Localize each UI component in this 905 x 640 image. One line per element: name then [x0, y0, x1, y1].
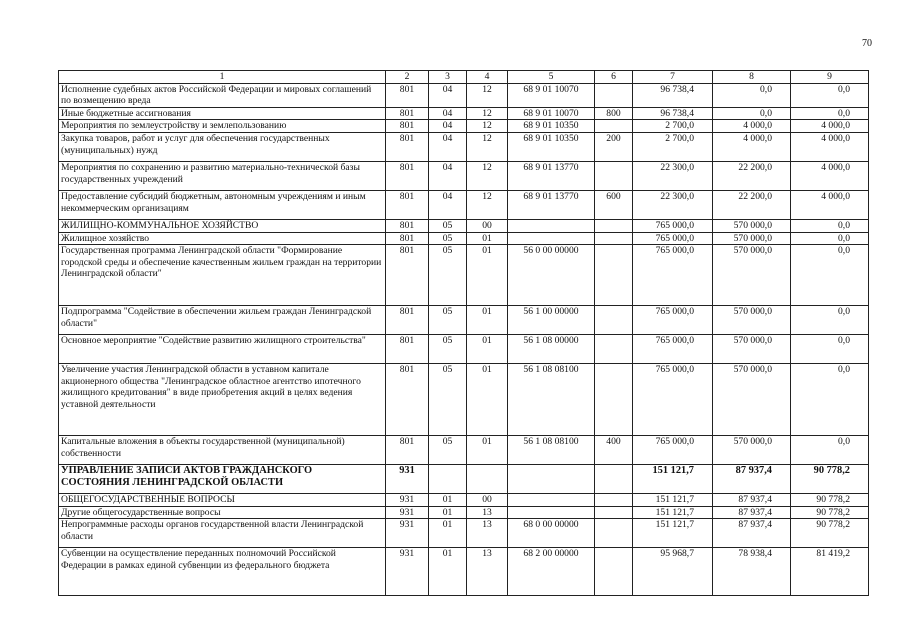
item-name-cell: Предоставление субсидий бюджетным, автономным учреждениям и иным некоммерческим организациям [59, 190, 386, 219]
header-cell: 3 [429, 71, 467, 84]
item-name-cell: ЖИЛИЩНО-КОММУНАЛЬНОЕ ХОЗЯЙСТВО [59, 219, 386, 232]
subsection-code-cell: 12 [467, 161, 508, 190]
target-article-code-cell [508, 465, 595, 494]
target-article-code-cell [508, 219, 595, 232]
admin-code-cell: 931 [386, 548, 429, 596]
amount-col7-cell: 96 738,4 [633, 107, 713, 120]
subsection-code-cell: 12 [467, 132, 508, 161]
amount-col7-cell: 765 000,0 [633, 245, 713, 306]
amount-col7-cell: 765 000,0 [633, 364, 713, 436]
expense-type-code-cell [595, 519, 633, 548]
amount-col9-cell: 0,0 [791, 306, 869, 335]
amount-col8-cell: 570 000,0 [713, 306, 791, 335]
subsection-code-cell: 13 [467, 548, 508, 596]
admin-code-cell: 931 [386, 519, 429, 548]
table-row [59, 306, 869, 335]
target-article-code-cell: 56 1 08 00000 [508, 335, 595, 364]
header-cell: 2 [386, 71, 429, 84]
table-row [59, 548, 869, 596]
subsection-code-cell: 13 [467, 506, 508, 519]
expense-type-code-cell [595, 465, 633, 494]
subsection-code-cell: 01 [467, 436, 508, 465]
amount-col9-cell: 0,0 [791, 436, 869, 465]
target-article-code-cell: 68 9 01 13770 [508, 190, 595, 219]
amount-col8-cell: 0,0 [713, 83, 791, 107]
expense-type-code-cell [595, 120, 633, 133]
item-name-cell: Субвенции на осуществление переданных полномочий Российской Федерации в рамках единой субвенции из федерального бюджета [59, 548, 386, 596]
subsection-code-cell: 00 [467, 219, 508, 232]
section-code-cell: 05 [429, 436, 467, 465]
table-row [59, 232, 869, 245]
subsection-code-cell: 01 [467, 364, 508, 436]
subsection-code-cell: 12 [467, 190, 508, 219]
section-code-cell: 04 [429, 132, 467, 161]
amount-col7-cell: 95 968,7 [633, 548, 713, 596]
header-cell: 6 [595, 71, 633, 84]
admin-code-cell: 801 [386, 190, 429, 219]
header-cell: 9 [791, 71, 869, 84]
amount-col9-cell: 0,0 [791, 245, 869, 306]
admin-code-cell: 801 [386, 83, 429, 107]
item-name-cell: Закупка товаров, работ и услуг для обеспечения государственных (муниципальных) нужд [59, 132, 386, 161]
target-article-code-cell: 68 9 01 10070 [508, 107, 595, 120]
amount-col7-cell: 151 121,7 [633, 494, 713, 507]
expense-type-code-cell [595, 506, 633, 519]
admin-code-cell: 801 [386, 306, 429, 335]
amount-col8-cell: 22 200,0 [713, 161, 791, 190]
section-code-cell: 05 [429, 232, 467, 245]
table-row [59, 219, 869, 232]
amount-col9-cell: 0,0 [791, 107, 869, 120]
table-row [59, 132, 869, 161]
item-name-cell: Мероприятия по землеустройству и землепользованию [59, 120, 386, 133]
target-article-code-cell: 68 9 01 10070 [508, 83, 595, 107]
expense-type-code-cell: 400 [595, 436, 633, 465]
section-code-cell: 05 [429, 335, 467, 364]
item-name-cell: Основное мероприятие "Содействие развитию жилищного строительства" [59, 335, 386, 364]
target-article-code-cell [508, 232, 595, 245]
item-name-cell: Непрограммные расходы органов государственной власти Ленинградской области [59, 519, 386, 548]
admin-code-cell: 931 [386, 506, 429, 519]
admin-code-cell: 801 [386, 120, 429, 133]
target-article-code-cell: 68 9 01 10350 [508, 132, 595, 161]
subsection-code-cell: 01 [467, 232, 508, 245]
target-article-code-cell [508, 494, 595, 507]
expense-type-code-cell [595, 335, 633, 364]
table-row [59, 436, 869, 465]
target-article-code-cell: 68 2 00 00000 [508, 548, 595, 596]
admin-code-cell: 801 [386, 364, 429, 436]
expense-type-code-cell [595, 232, 633, 245]
amount-col9-cell: 4 000,0 [791, 161, 869, 190]
item-name-cell: Подпрограмма "Содействие в обеспечении жильем граждан Ленинградской области" [59, 306, 386, 335]
admin-code-cell: 801 [386, 232, 429, 245]
table-body [59, 71, 869, 596]
target-article-code-cell: 68 9 01 13770 [508, 161, 595, 190]
target-article-code-cell: 56 1 08 08100 [508, 364, 595, 436]
table-row [59, 83, 869, 107]
amount-col9-cell: 90 778,2 [791, 494, 869, 507]
amount-col8-cell: 22 200,0 [713, 190, 791, 219]
amount-col7-cell: 2 700,0 [633, 120, 713, 133]
item-name-cell: Государственная программа Ленинградской области "Формирование городской среды и обеспечение качественным жильем граждан на территории Ленинградской области" [59, 245, 386, 306]
subsection-code-cell: 01 [467, 245, 508, 306]
amount-col9-cell: 0,0 [791, 364, 869, 436]
subsection-code-cell: 12 [467, 120, 508, 133]
admin-code-cell: 801 [386, 107, 429, 120]
section-code-cell: 01 [429, 494, 467, 507]
admin-code-cell: 801 [386, 219, 429, 232]
table-row [59, 364, 869, 436]
expense-type-code-cell [595, 494, 633, 507]
header-cell: 5 [508, 71, 595, 84]
amount-col9-cell: 4 000,0 [791, 190, 869, 219]
section-code-cell: 01 [429, 519, 467, 548]
header-cell: 4 [467, 71, 508, 84]
expense-type-code-cell [595, 364, 633, 436]
section-code-cell: 05 [429, 219, 467, 232]
subsection-code-cell: 12 [467, 107, 508, 120]
expense-type-code-cell: 600 [595, 190, 633, 219]
item-name-cell: Мероприятия по сохранению и развитию материально-технической базы государственных учреждений [59, 161, 386, 190]
subsection-code-cell: 01 [467, 335, 508, 364]
section-code-cell: 04 [429, 161, 467, 190]
subsection-code-cell [467, 465, 508, 494]
amount-col8-cell: 87 937,4 [713, 519, 791, 548]
amount-col7-cell: 151 121,7 [633, 465, 713, 494]
admin-code-cell: 931 [386, 465, 429, 494]
subsection-code-cell: 12 [467, 83, 508, 107]
section-code-cell: 04 [429, 107, 467, 120]
item-name-cell: Жилищное хозяйство [59, 232, 386, 245]
amount-col7-cell: 96 738,4 [633, 83, 713, 107]
target-article-code-cell: 68 9 01 10350 [508, 120, 595, 133]
table-row [59, 107, 869, 120]
amount-col9-cell: 90 778,2 [791, 465, 869, 494]
amount-col9-cell: 90 778,2 [791, 506, 869, 519]
amount-col8-cell: 4 000,0 [713, 132, 791, 161]
table-row [59, 190, 869, 219]
item-name-cell: Капитальные вложения в объекты государственной (муниципальной) собственности [59, 436, 386, 465]
amount-col9-cell: 0,0 [791, 232, 869, 245]
table-row [59, 494, 869, 507]
expense-type-code-cell: 200 [595, 132, 633, 161]
amount-col7-cell: 765 000,0 [633, 436, 713, 465]
expense-type-code-cell [595, 306, 633, 335]
amount-col7-cell: 765 000,0 [633, 306, 713, 335]
subsection-code-cell: 13 [467, 519, 508, 548]
amount-col8-cell: 0,0 [713, 107, 791, 120]
amount-col8-cell: 87 937,4 [713, 494, 791, 507]
admin-code-cell: 801 [386, 132, 429, 161]
amount-col7-cell: 151 121,7 [633, 506, 713, 519]
admin-code-cell: 931 [386, 494, 429, 507]
budget-table [58, 70, 869, 596]
amount-col7-cell: 2 700,0 [633, 132, 713, 161]
admin-code-cell: 801 [386, 436, 429, 465]
item-name-cell: Иные бюджетные ассигнования [59, 107, 386, 120]
amount-col9-cell: 0,0 [791, 335, 869, 364]
amount-col8-cell: 570 000,0 [713, 364, 791, 436]
admin-code-cell: 801 [386, 335, 429, 364]
amount-col9-cell: 81 419,2 [791, 548, 869, 596]
amount-col8-cell: 570 000,0 [713, 232, 791, 245]
admin-code-cell: 801 [386, 245, 429, 306]
item-name-cell: Увеличение участия Ленинградской области в уставном капитале акционерного общества "Ленинградское областное агентство ипотечного жилищного кредитования" в виде приобретения акций в целях ведения уставной деятельности [59, 364, 386, 436]
amount-col8-cell: 78 938,4 [713, 548, 791, 596]
amount-col8-cell: 570 000,0 [713, 219, 791, 232]
expense-type-code-cell [595, 83, 633, 107]
section-code-cell [429, 465, 467, 494]
amount-col8-cell: 87 937,4 [713, 506, 791, 519]
table-row [59, 335, 869, 364]
amount-col7-cell: 22 300,0 [633, 161, 713, 190]
item-name-cell: Исполнение судебных актов Российской Федерации и мировых соглашений по возмещению вреда [59, 83, 386, 107]
header-row [59, 71, 869, 84]
amount-col9-cell: 90 778,2 [791, 519, 869, 548]
section-code-cell: 04 [429, 83, 467, 107]
table-row [59, 465, 869, 494]
expense-type-code-cell [595, 219, 633, 232]
item-name-cell: УПРАВЛЕНИЕ ЗАПИСИ АКТОВ ГРАЖДАНСКОГО СОСТОЯНИЯ ЛЕНИНГРАДСКОЙ ОБЛАСТИ [59, 465, 386, 494]
expense-type-code-cell [595, 161, 633, 190]
subsection-code-cell: 00 [467, 494, 508, 507]
table-row [59, 506, 869, 519]
table-row [59, 519, 869, 548]
section-code-cell: 04 [429, 190, 467, 219]
section-code-cell: 05 [429, 306, 467, 335]
target-article-code-cell: 56 0 00 00000 [508, 245, 595, 306]
target-article-code-cell: 56 1 08 08100 [508, 436, 595, 465]
amount-col8-cell: 87 937,4 [713, 465, 791, 494]
target-article-code-cell [508, 506, 595, 519]
table-row [59, 161, 869, 190]
item-name-cell: ОБЩЕГОСУДАРСТВЕННЫЕ ВОПРОСЫ [59, 494, 386, 507]
amount-col8-cell: 4 000,0 [713, 120, 791, 133]
amount-col8-cell: 570 000,0 [713, 245, 791, 306]
target-article-code-cell: 56 1 00 00000 [508, 306, 595, 335]
amount-col9-cell: 0,0 [791, 219, 869, 232]
item-name-cell: Другие общегосударственные вопросы [59, 506, 386, 519]
expense-type-code-cell [595, 245, 633, 306]
expense-type-code-cell [595, 548, 633, 596]
section-code-cell: 01 [429, 548, 467, 596]
header-cell: 8 [713, 71, 791, 84]
expense-type-code-cell: 800 [595, 107, 633, 120]
section-code-cell: 05 [429, 364, 467, 436]
section-code-cell: 04 [429, 120, 467, 133]
amount-col9-cell: 0,0 [791, 83, 869, 107]
admin-code-cell: 801 [386, 161, 429, 190]
page-number: 70 [862, 38, 872, 49]
amount-col9-cell: 4 000,0 [791, 120, 869, 133]
subsection-code-cell: 01 [467, 306, 508, 335]
amount-col7-cell: 22 300,0 [633, 190, 713, 219]
amount-col8-cell: 570 000,0 [713, 436, 791, 465]
target-article-code-cell: 68 0 00 00000 [508, 519, 595, 548]
amount-col7-cell: 765 000,0 [633, 219, 713, 232]
table-row [59, 120, 869, 133]
header-cell: 7 [633, 71, 713, 84]
amount-col8-cell: 570 000,0 [713, 335, 791, 364]
amount-col9-cell: 4 000,0 [791, 132, 869, 161]
amount-col7-cell: 765 000,0 [633, 335, 713, 364]
header-cell: 1 [59, 71, 386, 84]
section-code-cell: 05 [429, 245, 467, 306]
amount-col7-cell: 151 121,7 [633, 519, 713, 548]
table-row [59, 245, 869, 306]
section-code-cell: 01 [429, 506, 467, 519]
amount-col7-cell: 765 000,0 [633, 232, 713, 245]
